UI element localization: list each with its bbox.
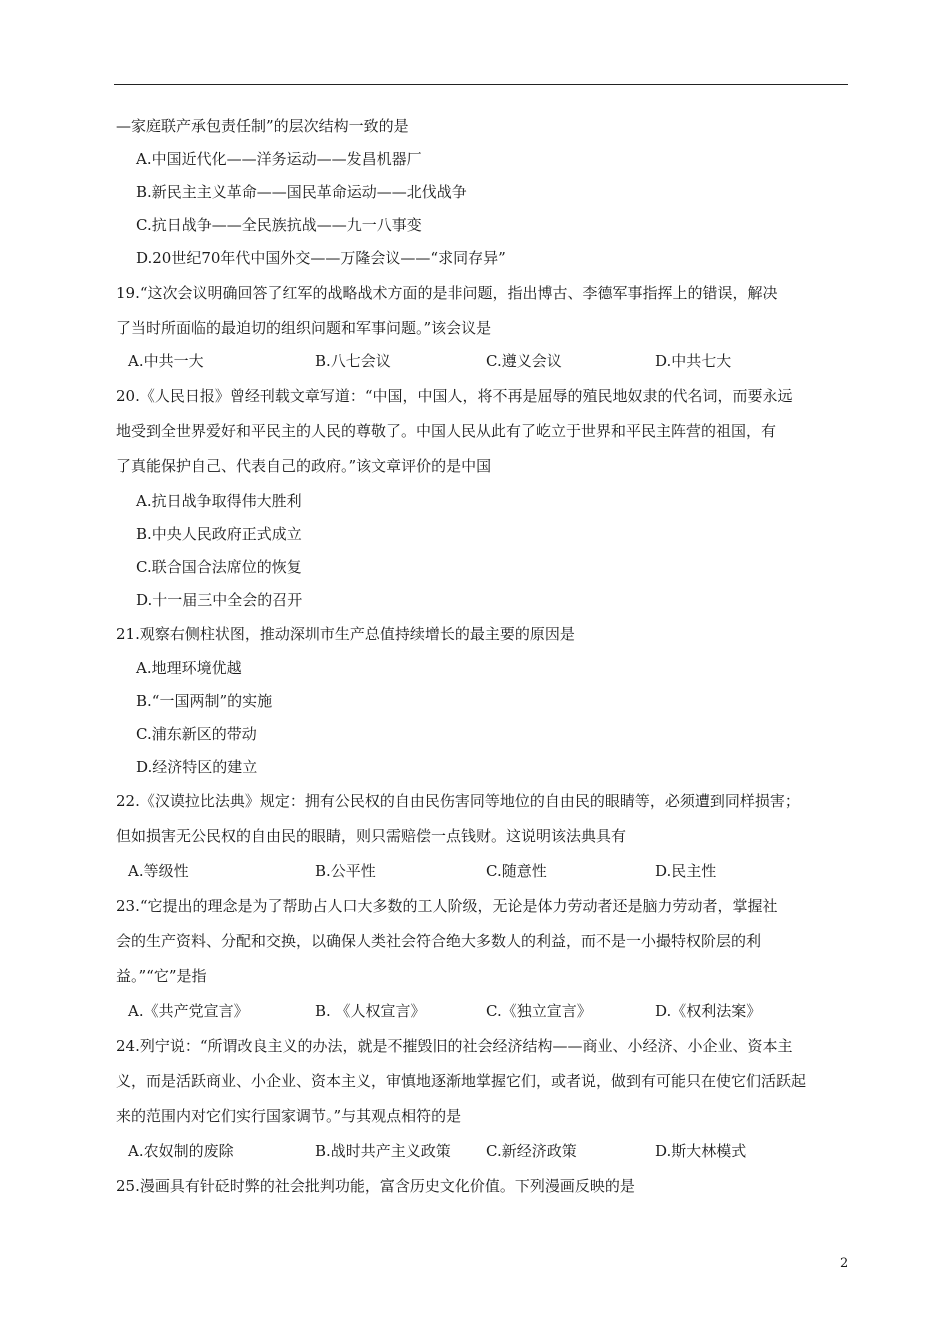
q21-option-a: A.地理环境优越 — [136, 659, 242, 677]
q21-stem: 21.观察右侧柱状图，推动深圳市生产总值持续增长的最主要的原因是 — [116, 625, 575, 643]
q22-stem-line-2: 但如损害无公民权的自由民的眼睛，则只需赔偿一点钱财。这说明该法典具有 — [116, 827, 627, 845]
q18-option-d: D.20世纪70年代中国外交——万隆会议——“求同存异” — [136, 249, 506, 267]
q21-option-b: B.“一国两制”的实施 — [136, 692, 273, 710]
q24-stem-line-2: 义，而是活跃商业、小企业、资本主义，审慎地逐渐地掌握它们，或者说，做到有可能只在使它们活跃起 — [116, 1072, 807, 1090]
header-rule — [114, 84, 848, 85]
q24-stem-line-3: 来的范围内对它们实行国家调节。”与其观点相符的是 — [116, 1107, 462, 1125]
q24-option-b: B.战时共产主义政策 — [315, 1142, 451, 1160]
q21-option-c: C.浦东新区的带动 — [136, 725, 257, 743]
q24-option-a: A.农奴制的废除 — [128, 1142, 234, 1160]
q19-option-b: B.八七会议 — [315, 352, 391, 370]
q19-option-a: A.中共一大 — [128, 352, 204, 370]
q20-stem-line-1: 20.《人民日报》曾经刊载文章写道：“中国，中国人，将不再是屈辱的殖民地奴隶的代名词，而要永远 — [116, 387, 793, 405]
q21-option-d: D.经济特区的建立 — [136, 758, 258, 776]
q24-option-c: C.新经济政策 — [486, 1142, 577, 1160]
q19-stem-line-1: 19.“这次会议明确回答了红军的战略战术方面的是非问题，指出博古、李德军事指挥上的错误，解决 — [116, 284, 778, 302]
q18-option-b: B.新民主主义革命——国民革命运动——北伐战争 — [136, 183, 467, 201]
q23-stem-line-1: 23.“它提出的理念是为了帮助占人口大多数的工人阶级，无论是体力劳动者还是脑力劳动者，掌握社 — [116, 897, 778, 915]
page-number: 2 — [840, 1256, 849, 1271]
q22-option-a: A.等级性 — [128, 862, 189, 880]
q18-option-c: C.抗日战争——全民族抗战——九一八事变 — [136, 216, 422, 234]
q19-option-d: D.中共七大 — [655, 352, 732, 370]
q22-option-d: D.民主性 — [655, 862, 717, 880]
q18-option-a: A.中国近代化——洋务运动——发昌机器厂 — [136, 150, 422, 168]
q19-stem-line-2: 了当时所面临的最迫切的组织问题和军事问题。”该会议是 — [116, 319, 492, 337]
q20-stem-line-3: 了真能保护自己、代表自己的政府。”该文章评价的是中国 — [116, 457, 492, 475]
q20-option-c: C.联合国合法席位的恢复 — [136, 558, 302, 576]
q23-option-b: B. 《人权宣言》 — [315, 1002, 426, 1020]
q20-option-a: A.抗日战争取得伟大胜利 — [136, 492, 302, 510]
q24-option-d: D.斯大林模式 — [655, 1142, 747, 1160]
q23-option-d: D.《权利法案》 — [655, 1002, 762, 1020]
q23-option-c: C.《独立宣言》 — [486, 1002, 592, 1020]
q22-stem-line-1: 22.《汉谟拉比法典》规定：拥有公民权的自由民伤害同等地位的自由民的眼睛等，必须遭到同样损害； — [116, 792, 800, 810]
q18-stem-tail: —家庭联产承包责任制”的层次结构一致的是 — [116, 117, 409, 135]
q23-option-a: A.《共产党宣言》 — [128, 1002, 249, 1020]
q22-option-b: B.公平性 — [315, 862, 376, 880]
q19-option-c: C.遵义会议 — [486, 352, 562, 370]
q20-option-b: B.中央人民政府正式成立 — [136, 525, 302, 543]
q20-stem-line-2: 地受到全世界爱好和平民主的人民的尊敬了。中国人民从此有了屹立于世界和平民主阵营的祖国，有 — [116, 422, 777, 440]
q23-stem-line-2: 会的生产资料、分配和交换，以确保人类社会符合绝大多数人的利益，而不是一小撮特权阶层的利 — [116, 932, 762, 950]
q24-stem-line-1: 24.列宁说：“所谓改良主义的办法，就是不摧毁旧的社会经济结构——商业、小经济、小企业、资本主 — [116, 1037, 793, 1055]
q22-option-c: C.随意性 — [486, 862, 547, 880]
q25-stem: 25.漫画具有针砭时弊的社会批判功能，富含历史文化价值。下列漫画反映的是 — [116, 1177, 635, 1195]
q23-stem-line-3: 益。”“它”是指 — [116, 967, 207, 985]
q20-option-d: D.十一届三中全会的召开 — [136, 591, 303, 609]
